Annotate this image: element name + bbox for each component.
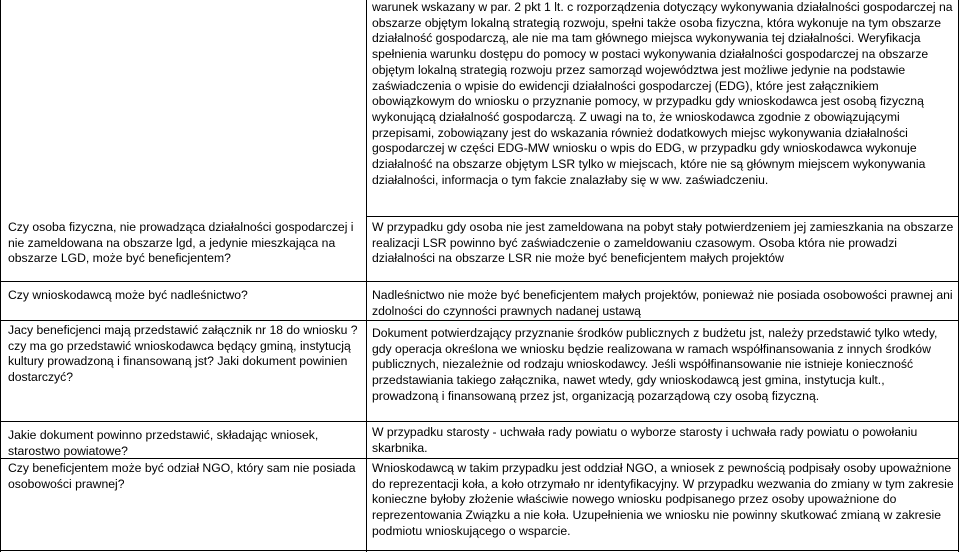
question-text: Czy osoba fizyczna, nie prowadząca działalności gospodarczej i nie zameldowana na obszarze lgd, a jedynie mieszkająca na obszarze LGD, może być beneficjentem? xyxy=(8,220,354,266)
answer-text: Nadleśnictwo nie może być beneficjentem małych projektów, ponieważ nie posiada osobowości prawnej ani zdolności do czynności prawnych nadanej ustawą xyxy=(372,288,953,318)
row-divider xyxy=(0,421,959,422)
row-divider xyxy=(366,216,959,217)
question-text: Czy wnioskodawcą może być nadleśnictwo? xyxy=(8,288,248,302)
answer-cell xyxy=(372,0,954,215)
table-column-divider xyxy=(366,0,367,552)
answer-cell xyxy=(372,425,954,457)
question-cell xyxy=(8,461,358,549)
answer-cell xyxy=(372,461,954,549)
row-divider xyxy=(0,320,959,321)
question-cell xyxy=(8,323,358,419)
answer-cell xyxy=(372,288,954,320)
question-text: Jacy beneficjenci mają przedstawić załącznik nr 18 do wniosku ? czy ma go przedstawić wnioskodawca będący gminą, instytucją kultury prowadzoną i finansowaną jst? Jaki dokument powinien dostarczyć? xyxy=(8,323,358,385)
question-cell xyxy=(8,220,358,280)
table-left-border xyxy=(0,0,1,552)
answer-text: Dokument potwierdzający przyznanie środków publicznych z budżetu jst, należy przedstawić tylko wtedy, gdy operacja określona we wniosku będzie realizowana w ramach współfinansowania z innych środków publicznych, niezależnie od rodzaju wnioskodawcy. Jeśli współfinansowanie nie istnieje konieczność przedstawiania takiego załącznika, nawet wtedy, gdy wnioskodawcą jest gmina, instytucja kult., prowadzoną i finansowaną przez jst, organizacją pozarządową czy osobą fizyczną. xyxy=(372,326,938,403)
question-text: Jakie dokument powinno przedstawić, składając wniosek, starostwo powiatowe? xyxy=(8,428,319,458)
answer-cell xyxy=(372,220,954,280)
question-cell xyxy=(8,288,358,318)
question-cell xyxy=(8,428,358,458)
answer-text: warunek wskazany w par. 2 pkt 1 lt. c rozporządzenia dotyczący wykonywania działalności gospodarczej na obszarze objętym lokalną strategią rozwoju, spełni także osoba fizyczna, która wykonuje na tym obszarze działalność gospodarczą, ale nie ma tam głównego miejsca wykonywania tej działalności. Weryfikacja spełnienia warunku dostępu do pomocy w postaci wykonywania działalności gospodarczej na obszarze objętym lokalną strategią rozwoju przez samorząd województwa jest możliwe jedynie na podstawie zaświadczenia o wpisie do ewidencji działalności gospodarczej (EDG), które jest załącznikiem obowiązkowym do wniosku o przyznanie pomocy, w przypadku gdy wnioskodawca jest osobą fizyczną wykonującą działalność gospodarczą. Z uwagi na to, że wnioskodawca zgodnie z obowiązującymi przepisami, zobowiązany jest do wskazania również dodatkowych miejsc wykonywania działalności gospodarczej w części EDG-MW wniosku o wpis do EDG, w przypadku gdy wnioskodawca wykonuje działalność na obszarze objętym LSR tylko w miejscach, które nie są głównym miejscem wykonywania działalności, informacja o tym fakcie znalazłaby się w ww. zaświadczeniu. xyxy=(372,0,953,187)
row-divider xyxy=(0,281,959,282)
table-bottom-border xyxy=(0,550,959,551)
answer-text: Wnioskodawcą w takim przypadku jest oddział NGO, a wniosek z pewnością podpisały osoby upoważnione do reprezentacji koła, a koło otrzymało nr identyfikacyjny. W przypadku wezwania do zmiany w tym zakresie konieczne byłoby złożenie właściwie nowego wniosku podpisanego przez osoby upoważnione do reprezentowania Związku a nie koła. Uzupełnienia we wniosku nie powinny skutkować zmianą w zakresie podmiotu wnioskującego o wsparcie. xyxy=(372,461,954,538)
answer-cell xyxy=(372,326,954,420)
answer-text: W przypadku starosty - uchwała rady powiatu o wyborze starosty i uchwała rady powiatu o powołaniu skarbnika. xyxy=(372,425,918,455)
answer-text: W przypadku gdy osoba nie jest zameldowana na pobyt stały potwierdzeniem jej zamieszkania na obszarze realizacji LSR powinno być zaświadczenie o zameldowaniu czasowym. Osoba która nie prowadzi działalności na obszarze LSR nie może być beneficjentem małych projektów xyxy=(372,220,954,266)
table-right-border xyxy=(958,0,959,552)
row-divider xyxy=(0,458,959,459)
question-text: Czy beneficjentem może być odział NGO, który sam nie posiada osobowości prawnej? xyxy=(8,461,356,491)
